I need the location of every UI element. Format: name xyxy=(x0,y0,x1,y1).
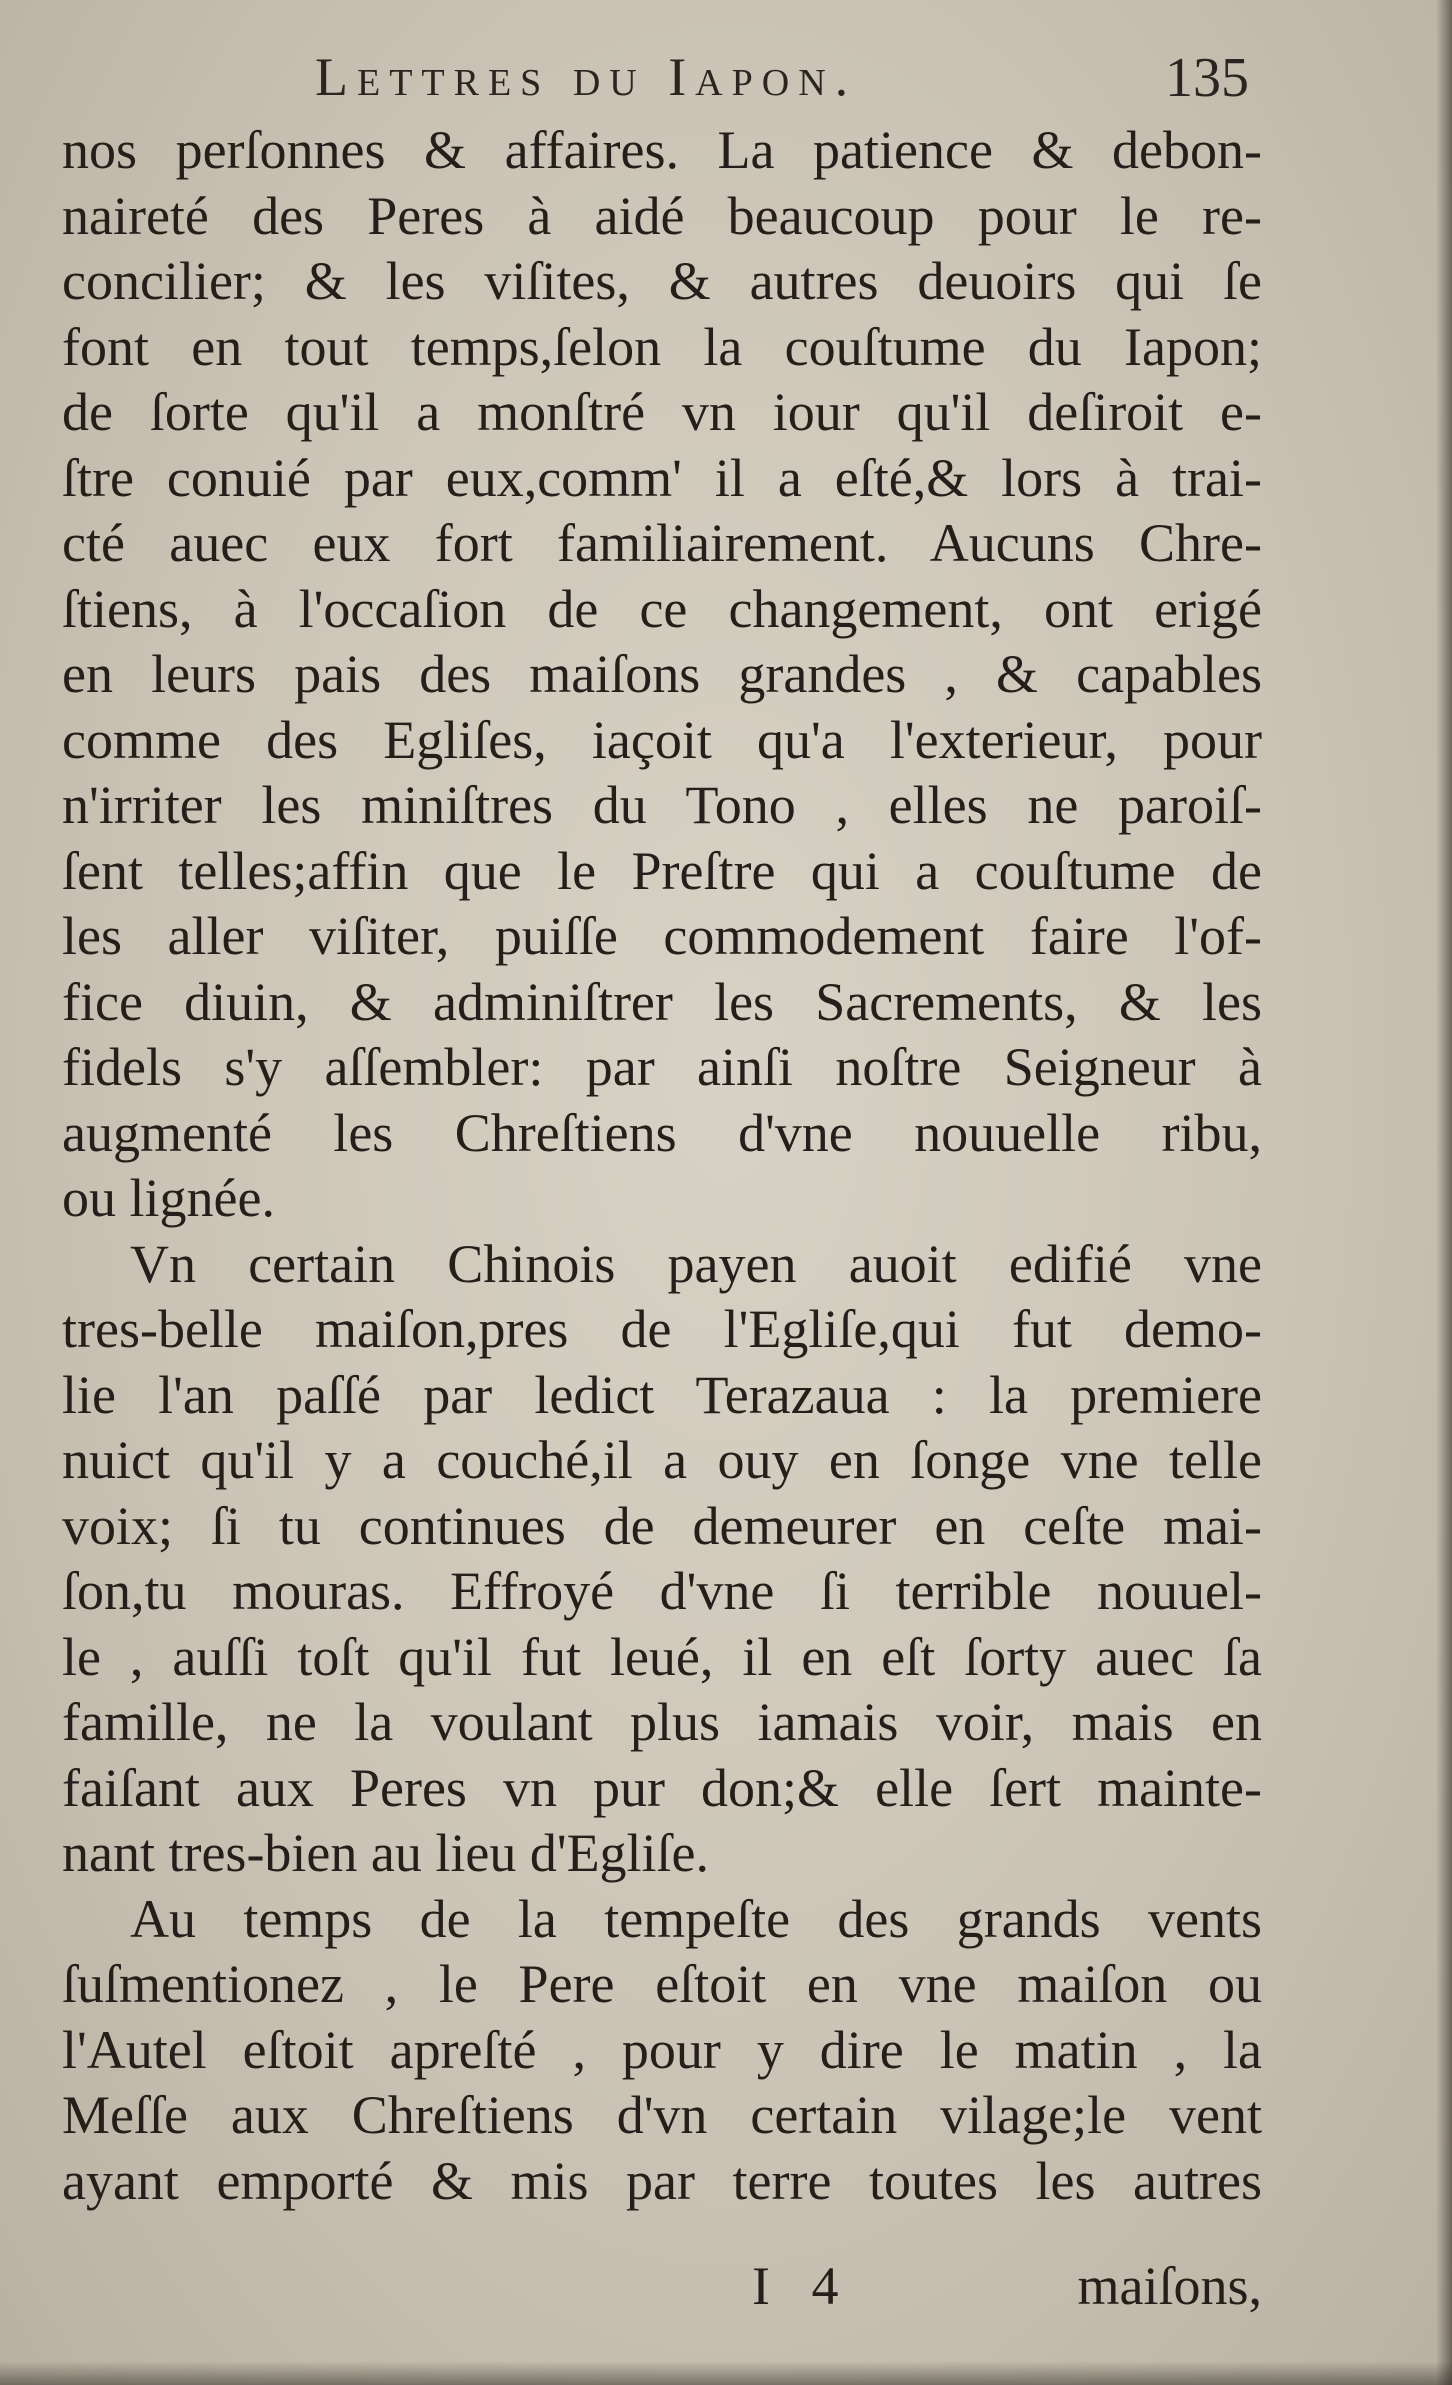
text-line: Meſſe aux Chreſtiens d'vn certain vilage;le vent xyxy=(62,2085,1262,2145)
text-line: fice diuin, & adminiſtrer les Sacrements, & les xyxy=(62,971,1262,1032)
running-head xyxy=(60,46,1260,126)
text-line: n'irriter les miniſtres du Tono , elles ne paroiſ- xyxy=(62,775,1262,835)
paragraph-start-line: Au temps de la tempeſte des grands vents xyxy=(130,1888,1262,1949)
text-line: les aller viſiter, puiſſe commodement faire l'of- xyxy=(62,906,1262,966)
text-line: le , auſſi toſt qu'il fut leué, il en eſt ſorty auec ſa xyxy=(62,1626,1262,1687)
page-edge-shadow-bottom xyxy=(0,2361,1452,2385)
text-line: de ſorte qu'il a monſtré vn iour qu'il deſiroit e- xyxy=(62,382,1262,442)
text-line: lie l'an paſſé par ledict Terazaua : la premiere xyxy=(62,1364,1262,1425)
text-line: fidels s'y aſſembler: par ainſi noſtre Seigneur à xyxy=(62,1037,1262,1097)
text-line: ſent telles;affin que le Preſtre qui a couſtume de xyxy=(62,840,1262,901)
text-line: ſtiens, à l'occaſion de ce changement, ont erigé xyxy=(62,578,1262,639)
text-line: famille, ne la voulant plus iamais voir, mais en xyxy=(62,1692,1262,1752)
signature-mark: I 4 xyxy=(752,2256,853,2316)
catchword: maiſons, xyxy=(1077,2256,1262,2316)
text-line: tres-belle maiſon,pres de l'Egliſe,qui fut demo- xyxy=(62,1299,1262,1359)
text-line: ſtre conuié par eux,comm' il a eſté,& lors à trai- xyxy=(62,447,1262,508)
body-text xyxy=(62,118,1262,2214)
page-edge-shadow-right xyxy=(1436,0,1452,2385)
page-number: 135 xyxy=(1165,47,1249,109)
text-line: ſuſmentionez , le Pere eſtoit en vne maiſon ou xyxy=(62,1954,1262,2014)
text-line: naireté des Peres à aidé beaucoup pour le re- xyxy=(62,185,1262,246)
paragraph-start-line: Vn certain Chinois payen auoit edifié vne xyxy=(130,1233,1262,1294)
text-line: concilier; & les viſites, & autres deuoirs qui ſe xyxy=(62,251,1262,311)
text-line: ayant emporté & mis par terre toutes les autres xyxy=(62,2150,1262,2211)
page-footer xyxy=(62,2255,1262,2325)
text-line: en leurs pais des maiſons grandes , & capables xyxy=(62,644,1262,704)
text-line: cté auec eux fort familiairement. Aucuns Chre- xyxy=(62,513,1262,573)
text-line: l'Autel eſtoit apreſté , pour y dire le matin , la xyxy=(62,2019,1262,2080)
text-line: nos perſonnes & affaires. La patience & debon- xyxy=(62,120,1262,180)
text-line: nuict qu'il y a couché,il a ouy en ſonge vne telle xyxy=(62,1430,1262,1490)
text-line: voix; ſi tu continues de demeurer en ceſte mai- xyxy=(62,1495,1262,1556)
text-line: faiſant aux Peres vn pur don;& elle ſert mainte- xyxy=(62,1757,1262,1818)
text-line: font en tout temps,ſelon la couſtume du Iapon; xyxy=(62,316,1262,377)
text-line: nant tres-bien au lieu d'Egliſe. xyxy=(62,1823,710,1883)
running-title: Lettres du Iapon. xyxy=(315,47,858,107)
text-line: ſon,tu mouras. Effroyé d'vne ſi terrible nouuel- xyxy=(62,1561,1262,1621)
text-line: comme des Egliſes, iaçoit qu'a l'exterieur, pour xyxy=(62,709,1262,770)
text-line: ou lignée. xyxy=(62,1168,275,1228)
text-line: augmenté les Chreſtiens d'vne nouuelle ribu, xyxy=(62,1102,1262,1163)
